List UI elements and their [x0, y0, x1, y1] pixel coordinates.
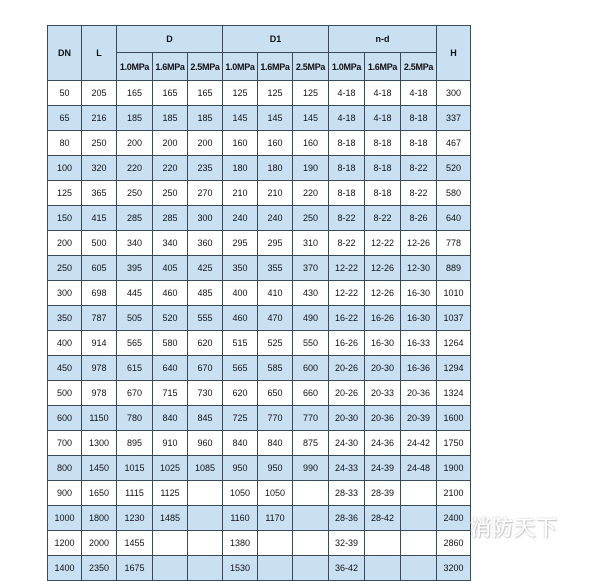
- table-cell: 8-18: [365, 156, 401, 181]
- header-d1-2.5mpa: 2.5MPa: [293, 53, 329, 81]
- table-cell: 165: [188, 81, 223, 106]
- header-d1: D1: [223, 26, 329, 53]
- table-cell: 889: [437, 256, 471, 281]
- table-cell: 12-26: [365, 281, 401, 306]
- table-cell: 310: [293, 231, 329, 256]
- table-cell: 1450: [82, 456, 117, 481]
- table-cell: 300: [188, 206, 223, 231]
- table-cell: 8-18: [329, 156, 365, 181]
- header-l: L: [82, 26, 117, 81]
- spec-table: [47, 25, 471, 581]
- table-row: [48, 106, 471, 131]
- table-cell: 240: [258, 206, 293, 231]
- table-cell: 1125: [153, 481, 188, 506]
- table-cell: 16-22: [329, 306, 365, 331]
- table-row: [48, 256, 471, 281]
- table-cell: 4-18: [329, 106, 365, 131]
- table-cell: 445: [117, 281, 153, 306]
- table-cell: 895: [117, 431, 153, 456]
- table-cell: 3200: [437, 556, 471, 581]
- table-cell: 250: [293, 206, 329, 231]
- table-cell: 210: [223, 181, 258, 206]
- table-cell: 285: [117, 206, 153, 231]
- table-cell: 405: [153, 256, 188, 281]
- table-cell: 8-18: [329, 131, 365, 156]
- table-cell: 12-30: [401, 256, 437, 281]
- table-row: [48, 556, 471, 581]
- table-cell: [188, 481, 223, 506]
- table-cell: 12-22: [329, 281, 365, 306]
- table-cell: 770: [258, 406, 293, 431]
- table-cell: 220: [293, 181, 329, 206]
- table-cell: 20-36: [401, 381, 437, 406]
- table-cell: 1380: [223, 531, 258, 556]
- table-cell: 615: [117, 356, 153, 381]
- table-cell: [293, 506, 329, 531]
- table-row: [48, 156, 471, 181]
- table-cell: 16-36: [401, 356, 437, 381]
- table-cell: 1150: [82, 406, 117, 431]
- table-cell: 4-18: [365, 106, 401, 131]
- table-cell: 370: [293, 256, 329, 281]
- table-cell: 220: [117, 156, 153, 181]
- header-dn: DN: [48, 26, 82, 81]
- table-cell: 700: [48, 431, 82, 456]
- table-cell: 910: [153, 431, 188, 456]
- table-cell: 32-39: [329, 531, 365, 556]
- table-cell: 730: [188, 381, 223, 406]
- table-cell: 8-22: [329, 231, 365, 256]
- table-cell: 1050: [223, 481, 258, 506]
- table-cell: 500: [48, 381, 82, 406]
- table-cell: 50: [48, 81, 82, 106]
- table-cell: [365, 531, 401, 556]
- table-cell: 1050: [258, 481, 293, 506]
- table-cell: 145: [258, 106, 293, 131]
- table-cell: 555: [188, 306, 223, 331]
- table-cell: 8-22: [329, 206, 365, 231]
- table-cell: 1800: [82, 506, 117, 531]
- table-cell: 216: [82, 106, 117, 131]
- table-cell: [258, 531, 293, 556]
- table-cell: 125: [48, 181, 82, 206]
- header-nd-2.5mpa: 2.5MPa: [401, 53, 437, 81]
- table-cell: 28-36: [329, 506, 365, 531]
- table-cell: 1037: [437, 306, 471, 331]
- table-cell: 2100: [437, 481, 471, 506]
- table-cell: 978: [82, 381, 117, 406]
- table-cell: 4-18: [365, 81, 401, 106]
- table-cell: 430: [293, 281, 329, 306]
- table-cell: 145: [293, 106, 329, 131]
- table-cell: 80: [48, 131, 82, 156]
- table-cell: 780: [117, 406, 153, 431]
- table-cell: 125: [293, 81, 329, 106]
- table-cell: 840: [223, 431, 258, 456]
- watermark-logo: 消防天下: [470, 516, 558, 540]
- table-cell: 505: [117, 306, 153, 331]
- table-cell: 350: [223, 256, 258, 281]
- header-d1-1.0mpa: 1.0MPa: [223, 53, 258, 81]
- table-cell: 28-42: [365, 506, 401, 531]
- table-row: [48, 456, 471, 481]
- table-cell: 185: [188, 106, 223, 131]
- table-cell: 840: [258, 431, 293, 456]
- table-cell: 200: [117, 131, 153, 156]
- table-cell: 270: [188, 181, 223, 206]
- table-cell: 20-39: [401, 406, 437, 431]
- table-cell: 1455: [117, 531, 153, 556]
- table-cell: 12-22: [365, 231, 401, 256]
- table-row: [48, 306, 471, 331]
- table-cell: 295: [223, 231, 258, 256]
- table-cell: 914: [82, 331, 117, 356]
- table-cell: 165: [117, 81, 153, 106]
- table-cell: 978: [82, 356, 117, 381]
- table-cell: [188, 531, 223, 556]
- table-cell: 20-36: [365, 406, 401, 431]
- table-cell: 460: [223, 306, 258, 331]
- table-cell: 1160: [223, 506, 258, 531]
- table-cell: [365, 556, 401, 581]
- table-row: [48, 531, 471, 556]
- table-cell: 4-18: [401, 81, 437, 106]
- table-cell: 340: [153, 231, 188, 256]
- table-cell: 300: [437, 81, 471, 106]
- table-cell: 4-18: [329, 81, 365, 106]
- header-d: D: [117, 26, 223, 53]
- table-cell: 395: [117, 256, 153, 281]
- table-row: [48, 481, 471, 506]
- table-cell: 24-39: [365, 456, 401, 481]
- table-cell: 470: [258, 306, 293, 331]
- table-cell: 900: [48, 481, 82, 506]
- table-cell: 640: [153, 356, 188, 381]
- table-cell: 565: [223, 356, 258, 381]
- table-cell: 20-26: [329, 356, 365, 381]
- table-cell: 200: [188, 131, 223, 156]
- table-cell: 770: [293, 406, 329, 431]
- table-cell: 620: [223, 381, 258, 406]
- table-cell: 1600: [437, 406, 471, 431]
- table-cell: 415: [82, 206, 117, 231]
- table-cell: 320: [82, 156, 117, 181]
- table-cell: 24-30: [329, 431, 365, 456]
- table-cell: [401, 531, 437, 556]
- table-cell: 725: [223, 406, 258, 431]
- table-cell: 20-30: [365, 356, 401, 381]
- table-cell: 640: [437, 206, 471, 231]
- table-cell: 2400: [437, 506, 471, 531]
- table-row: [48, 206, 471, 231]
- table-cell: 500: [82, 231, 117, 256]
- table-cell: 28-33: [329, 481, 365, 506]
- table-cell: 16-26: [329, 331, 365, 356]
- table-cell: 698: [82, 281, 117, 306]
- table-row: [48, 281, 471, 306]
- table-cell: 800: [48, 456, 82, 481]
- table-cell: [293, 481, 329, 506]
- table-cell: 410: [258, 281, 293, 306]
- table-cell: 210: [258, 181, 293, 206]
- table-cell: [293, 556, 329, 581]
- table-cell: 1170: [258, 506, 293, 531]
- table-cell: 12-22: [329, 256, 365, 281]
- table-cell: 8-18: [401, 131, 437, 156]
- table-cell: 550: [293, 331, 329, 356]
- table-row: [48, 381, 471, 406]
- table-cell: [153, 556, 188, 581]
- table-cell: 605: [82, 256, 117, 281]
- table-cell: 24-42: [401, 431, 437, 456]
- table-cell: 24-48: [401, 456, 437, 481]
- table-cell: 16-33: [401, 331, 437, 356]
- table-cell: 160: [223, 131, 258, 156]
- table-cell: 24-33: [329, 456, 365, 481]
- table-cell: 1675: [117, 556, 153, 581]
- table-row: [48, 231, 471, 256]
- header-d-1.6mpa: 1.6MPa: [153, 53, 188, 81]
- table-cell: 28-39: [365, 481, 401, 506]
- table-cell: 165: [153, 81, 188, 106]
- table-cell: 1010: [437, 281, 471, 306]
- table-cell: 1115: [117, 481, 153, 506]
- table-cell: 485: [188, 281, 223, 306]
- table-cell: 8-18: [329, 181, 365, 206]
- table-cell: 365: [82, 181, 117, 206]
- table-cell: 990: [293, 456, 329, 481]
- table-cell: 250: [82, 131, 117, 156]
- table-cell: [188, 556, 223, 581]
- table-cell: 250: [153, 181, 188, 206]
- table-cell: 145: [223, 106, 258, 131]
- table-cell: 1294: [437, 356, 471, 381]
- table-cell: 24-36: [365, 431, 401, 456]
- table-cell: 565: [117, 331, 153, 356]
- table-cell: 20-30: [329, 406, 365, 431]
- table-cell: 960: [188, 431, 223, 456]
- table-cell: 355: [258, 256, 293, 281]
- table-cell: 200: [153, 131, 188, 156]
- table-cell: 125: [223, 81, 258, 106]
- table-cell: 1750: [437, 431, 471, 456]
- table-cell: 400: [223, 281, 258, 306]
- table-cell: 100: [48, 156, 82, 181]
- table-cell: 16-30: [401, 281, 437, 306]
- header-nd-1.6mpa: 1.6MPa: [365, 53, 401, 81]
- table-row: [48, 181, 471, 206]
- table-cell: 520: [153, 306, 188, 331]
- table-cell: 180: [223, 156, 258, 181]
- table-cell: 200: [48, 231, 82, 256]
- table-cell: 337: [437, 106, 471, 131]
- table-cell: 160: [258, 131, 293, 156]
- table-cell: 8-22: [365, 206, 401, 231]
- table-cell: 20-33: [365, 381, 401, 406]
- table-cell: 1400: [48, 556, 82, 581]
- table-cell: 16-30: [401, 306, 437, 331]
- table-cell: 185: [117, 106, 153, 131]
- table-cell: 190: [293, 156, 329, 181]
- table-cell: 450: [48, 356, 82, 381]
- table-cell: 1900: [437, 456, 471, 481]
- table-row: [48, 406, 471, 431]
- table-cell: 8-18: [365, 181, 401, 206]
- table-cell: [401, 481, 437, 506]
- table-cell: 1485: [153, 506, 188, 531]
- header-row-1: [48, 26, 471, 53]
- table-cell: 8-22: [401, 181, 437, 206]
- table-cell: 467: [437, 131, 471, 156]
- table-cell: 525: [258, 331, 293, 356]
- table-row: [48, 131, 471, 156]
- table-cell: 240: [223, 206, 258, 231]
- table-cell: 1085: [188, 456, 223, 481]
- header-h: H: [437, 26, 471, 81]
- table-cell: 400: [48, 331, 82, 356]
- table-cell: 8-18: [365, 131, 401, 156]
- table-cell: 1300: [82, 431, 117, 456]
- table-cell: 180: [258, 156, 293, 181]
- table-cell: 125: [258, 81, 293, 106]
- table-cell: 520: [437, 156, 471, 181]
- table-cell: 2860: [437, 531, 471, 556]
- header-d-1.0mpa: 1.0MPa: [117, 53, 153, 81]
- table-row: [48, 331, 471, 356]
- table-cell: [258, 556, 293, 581]
- table-cell: 300: [48, 281, 82, 306]
- table-cell: [401, 556, 437, 581]
- table-row: [48, 356, 471, 381]
- table-cell: 650: [258, 381, 293, 406]
- table-row: [48, 81, 471, 106]
- table-cell: 340: [117, 231, 153, 256]
- table-cell: 845: [188, 406, 223, 431]
- header-nd: n-d: [329, 26, 437, 53]
- table-cell: 250: [48, 256, 82, 281]
- table-cell: [153, 531, 188, 556]
- table-cell: 2350: [82, 556, 117, 581]
- table-cell: 235: [188, 156, 223, 181]
- table-cell: 150: [48, 206, 82, 231]
- table-cell: 220: [153, 156, 188, 181]
- table-cell: 620: [188, 331, 223, 356]
- table-cell: 1025: [153, 456, 188, 481]
- table-cell: 250: [117, 181, 153, 206]
- table-cell: 600: [293, 356, 329, 381]
- table-cell: 600: [48, 406, 82, 431]
- table-cell: 950: [258, 456, 293, 481]
- table-cell: 585: [258, 356, 293, 381]
- table-cell: 360: [188, 231, 223, 256]
- table-cell: 1200: [48, 531, 82, 556]
- table-cell: 12-26: [401, 231, 437, 256]
- table-cell: 160: [293, 131, 329, 156]
- table-cell: 660: [293, 381, 329, 406]
- table-cell: 715: [153, 381, 188, 406]
- table-cell: 515: [223, 331, 258, 356]
- table-cell: 875: [293, 431, 329, 456]
- table-cell: 778: [437, 231, 471, 256]
- table-cell: 1230: [117, 506, 153, 531]
- table-cell: [188, 506, 223, 531]
- table-cell: 580: [153, 331, 188, 356]
- table-cell: 12-26: [365, 256, 401, 281]
- table-cell: [401, 506, 437, 531]
- table-row: [48, 431, 471, 456]
- table-cell: 20-26: [329, 381, 365, 406]
- header-nd-1.0mpa: 1.0MPa: [329, 53, 365, 81]
- table-cell: 1000: [48, 506, 82, 531]
- table-cell: 36-42: [329, 556, 365, 581]
- table-cell: 8-26: [401, 206, 437, 231]
- header-d1-1.6mpa: 1.6MPa: [258, 53, 293, 81]
- table-cell: 1324: [437, 381, 471, 406]
- table-row: [48, 506, 471, 531]
- table-cell: 295: [258, 231, 293, 256]
- table-cell: 580: [437, 181, 471, 206]
- table-cell: 16-30: [365, 331, 401, 356]
- table-cell: 1650: [82, 481, 117, 506]
- table-cell: 16-26: [365, 306, 401, 331]
- table-cell: 787: [82, 306, 117, 331]
- table-cell: 950: [223, 456, 258, 481]
- table-cell: 185: [153, 106, 188, 131]
- table-cell: 670: [117, 381, 153, 406]
- table-cell: 205: [82, 81, 117, 106]
- table-cell: 350: [48, 306, 82, 331]
- table-cell: 8-22: [401, 156, 437, 181]
- table-cell: 8-18: [401, 106, 437, 131]
- table-cell: 670: [188, 356, 223, 381]
- table-cell: 2000: [82, 531, 117, 556]
- table-body: [48, 81, 471, 581]
- table-cell: 460: [153, 281, 188, 306]
- table-cell: 490: [293, 306, 329, 331]
- table-cell: 425: [188, 256, 223, 281]
- table-cell: [293, 531, 329, 556]
- table-cell: 65: [48, 106, 82, 131]
- header-d-2.5mpa: 2.5MPa: [188, 53, 223, 81]
- table-cell: 285: [153, 206, 188, 231]
- table-cell: 1264: [437, 331, 471, 356]
- table-cell: 840: [153, 406, 188, 431]
- table-cell: 1530: [223, 556, 258, 581]
- table-cell: 1015: [117, 456, 153, 481]
